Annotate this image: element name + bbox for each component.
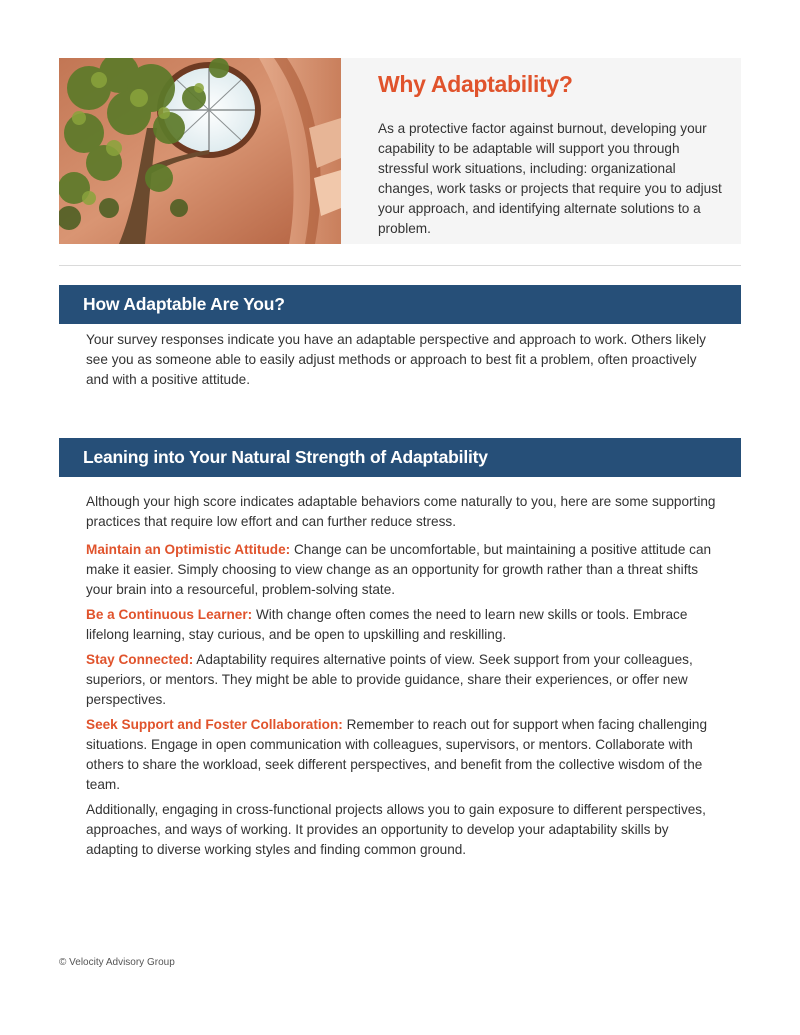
section-header-leaning-in	[59, 438, 741, 477]
practice-text: With change often comes the need to learn new skills or tools. Embrace lifelong learning, stay curious, and be open to upskilling and reskilling.	[86, 607, 688, 642]
section-divider	[59, 265, 741, 266]
practice-text: Adaptability requires alternative points of view. Seek support from your colleagues, superiors, or mentors. They might be able to provide guidance, share their experiences, or offer new perspectives.	[86, 652, 693, 707]
closing-paragraph: Additionally, engaging in cross-functional projects allows you to gain exposure to different perspectives, approaches, and ways of working. It provides an opportunity to develop your adaptability skills by adapting to diverse working styles and finding common ground.	[86, 802, 706, 857]
practice-label: Stay Connected:	[86, 652, 194, 667]
page-title: Why Adaptability?	[378, 71, 573, 97]
section-header-how-adaptable	[59, 285, 741, 324]
practice-label: Maintain an Optimistic Attitude:	[86, 542, 291, 557]
practice-item	[86, 605, 716, 645]
practice-label: Seek Support and Foster Collaboration:	[86, 717, 343, 732]
practice-item	[86, 715, 716, 795]
practice-item	[86, 540, 716, 600]
practice-label: Be a Continuous Learner:	[86, 607, 253, 622]
practice-item	[86, 650, 716, 710]
how-adaptable-paragraph: Your survey responses indicate you have an adaptable perspective and approach to work. Others likely see you as someone able to easily adjust methods or approach to best fit a problem, often proactively and with a positive attitude.	[86, 332, 706, 387]
intro-text-block	[378, 58, 730, 238]
hero-photo	[59, 58, 341, 244]
section-title: Leaning into Your Natural Strength of Adaptability	[83, 447, 488, 467]
section-title: How Adaptable Are You?	[83, 294, 285, 314]
intro-paragraph: As a protective factor against burnout, developing your capability to be adaptable will support you through stressful work situations, including: organizational changes, work tasks or projects that require you to adjust your approach, and identifying alternate solutions to a problem.	[378, 121, 722, 236]
practice-text: Change can be uncomfortable, but maintaining a positive attitude can make it easier. Simply choosing to view change as an opportunity for growth rather than a threat shifts your brain into a resourceful, problem-solving state.	[86, 542, 712, 597]
practice-text: Remember to reach out for support when facing challenging situations. Engage in open communication with colleagues, supervisors, or mentors. Collaborate with others to share the workload, seek different perspectives, and benefit from the collective wisdom of the team.	[86, 717, 708, 792]
footer-copyright: © Velocity Advisory Group	[59, 957, 175, 968]
leaning-intro-paragraph: Although your high score indicates adaptable behaviors come naturally to you, here are some supporting practices that require low effort and can further reduce stress.	[86, 494, 716, 529]
intro-card	[59, 58, 741, 244]
